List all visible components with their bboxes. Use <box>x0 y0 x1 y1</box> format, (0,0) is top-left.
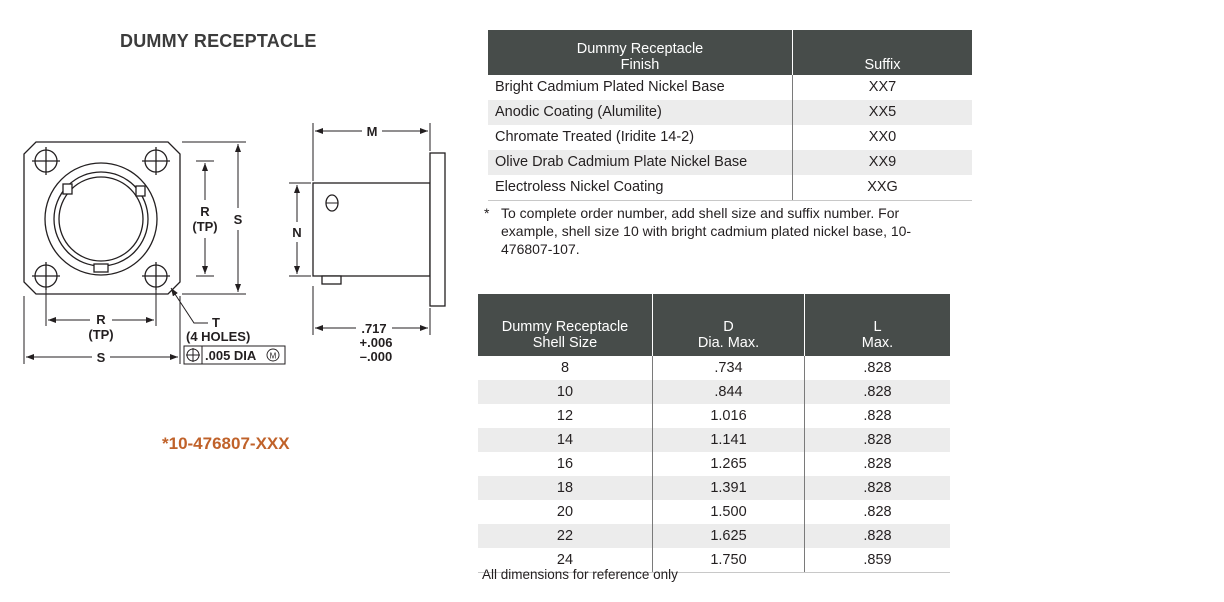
d-cell: .844 <box>653 380 805 404</box>
d-header-line2: Dia. Max. <box>697 335 760 351</box>
footnote: All dimensions for reference only <box>482 567 678 582</box>
page-title: DUMMY RECEPTACLE <box>120 31 317 51</box>
l-column-header <box>805 294 951 356</box>
tolerance-label: .005 DIA <box>205 348 257 363</box>
suffix-cell: XX0 <box>868 129 897 145</box>
depth-nominal-label: .717 <box>361 321 387 336</box>
dummy-receptacle-drawing <box>0 0 480 400</box>
l-cell: .828 <box>805 380 951 404</box>
l-cell: .828 <box>805 524 951 548</box>
table-row <box>478 356 950 380</box>
shell-size-cell: 16 <box>478 452 653 476</box>
table-row <box>478 524 950 548</box>
suffix-column-header: Suffix <box>793 30 973 75</box>
finish-header-line1: Dummy Receptacle <box>576 41 704 57</box>
l-cell: .828 <box>863 456 892 472</box>
shell-size-cell: 22 <box>478 524 653 548</box>
d-cell: .734 <box>653 356 805 380</box>
t-label: T <box>212 315 220 330</box>
finish-column-header <box>488 30 793 75</box>
d-cell: 1.500 <box>653 500 805 524</box>
finish-cell: Bright Cadmium Plated Nickel Base <box>488 75 793 100</box>
l-header-line2: Max. <box>861 335 894 351</box>
finish-header-line2: Finish <box>620 57 660 73</box>
holes-label: (4 HOLES) <box>186 329 251 344</box>
note-text: To complete order number, add shell size and suffix number. For example, shell size 10 with bright cadmium plated nickel base, 10-476807-107. <box>501 205 912 257</box>
r-vertical-label: R <box>200 204 210 219</box>
order-note <box>484 204 914 258</box>
suffix-cell: XX7 <box>868 79 897 95</box>
table-row <box>488 150 972 175</box>
depth-minus-label: –.000 <box>359 349 393 364</box>
table-row <box>488 125 972 150</box>
shell-size-cell: 10 <box>478 380 653 404</box>
side-view <box>313 153 445 306</box>
table-row <box>478 404 950 428</box>
shell-size-cell: 14 <box>478 428 653 452</box>
table-row <box>478 452 950 476</box>
finish-cell: Electroless Nickel Coating <box>488 175 793 201</box>
d-header-line1: D <box>723 319 734 335</box>
shell-size-header-line1: Dummy Receptacle <box>501 319 629 335</box>
table-row <box>478 476 950 500</box>
note-marker: * <box>484 205 490 221</box>
table-row <box>478 380 950 404</box>
d-cell: 1.265 <box>653 452 805 476</box>
d-cell: 1.391 <box>653 476 805 500</box>
d-cell: 1.141 <box>653 428 805 452</box>
tp-horizontal-label: (TP) <box>88 327 114 342</box>
r-horizontal-label: R <box>96 312 106 327</box>
l-cell: .828 <box>805 428 951 452</box>
tp-vertical-label: (TP) <box>192 219 218 234</box>
l-cell: .828 <box>805 476 951 500</box>
suffix-cell: XX5 <box>793 100 973 125</box>
size-table-header <box>478 294 950 356</box>
d-cell: 1.750 <box>653 548 805 573</box>
shell-size-column-header <box>478 294 653 356</box>
table-row <box>478 428 950 452</box>
shell-size-cell: 8 <box>478 356 653 380</box>
t-leader <box>171 288 208 323</box>
finish-cell: Anodic Coating (Alumilite) <box>488 100 793 125</box>
shell-size-cell: 18 <box>478 476 653 500</box>
d-cell: 1.016 <box>653 404 805 428</box>
mmc-modifier-label: M <box>269 351 277 361</box>
d-column-header <box>653 294 805 356</box>
table-row <box>478 500 950 524</box>
shell-size-cell: 12 <box>478 404 653 428</box>
shell-size-cell: 20 <box>478 500 653 524</box>
l-cell: .828 <box>863 360 892 376</box>
shell-size-cell: 24 <box>478 548 653 573</box>
depth-plus-label: +.006 <box>359 335 393 350</box>
table-row <box>488 75 972 100</box>
n-label: N <box>292 225 302 240</box>
shell-size-header-line2: Shell Size <box>532 335 598 351</box>
l-cell: .859 <box>805 548 951 573</box>
shell-size-table <box>478 294 950 573</box>
m-label: M <box>366 124 378 139</box>
finish-table <box>488 30 972 201</box>
table-row <box>488 100 972 125</box>
suffix-cell: XXG <box>793 175 973 201</box>
finish-cell: Olive Drab Cadmium Plate Nickel Base <box>488 150 793 175</box>
l-cell: .828 <box>863 408 892 424</box>
table-row <box>488 175 972 201</box>
finish-table-header <box>488 30 972 75</box>
s-vertical-label: S <box>233 212 243 227</box>
part-number: *10-476807-XXX <box>162 434 290 453</box>
l-cell: .828 <box>863 504 892 520</box>
d-cell: 1.625 <box>653 524 805 548</box>
finish-cell: Chromate Treated (Iridite 14-2) <box>488 125 793 150</box>
front-view <box>24 142 180 294</box>
l-header-line1: L <box>873 319 882 335</box>
suffix-cell: XX9 <box>793 150 973 175</box>
s-horizontal-label: S <box>96 350 106 365</box>
